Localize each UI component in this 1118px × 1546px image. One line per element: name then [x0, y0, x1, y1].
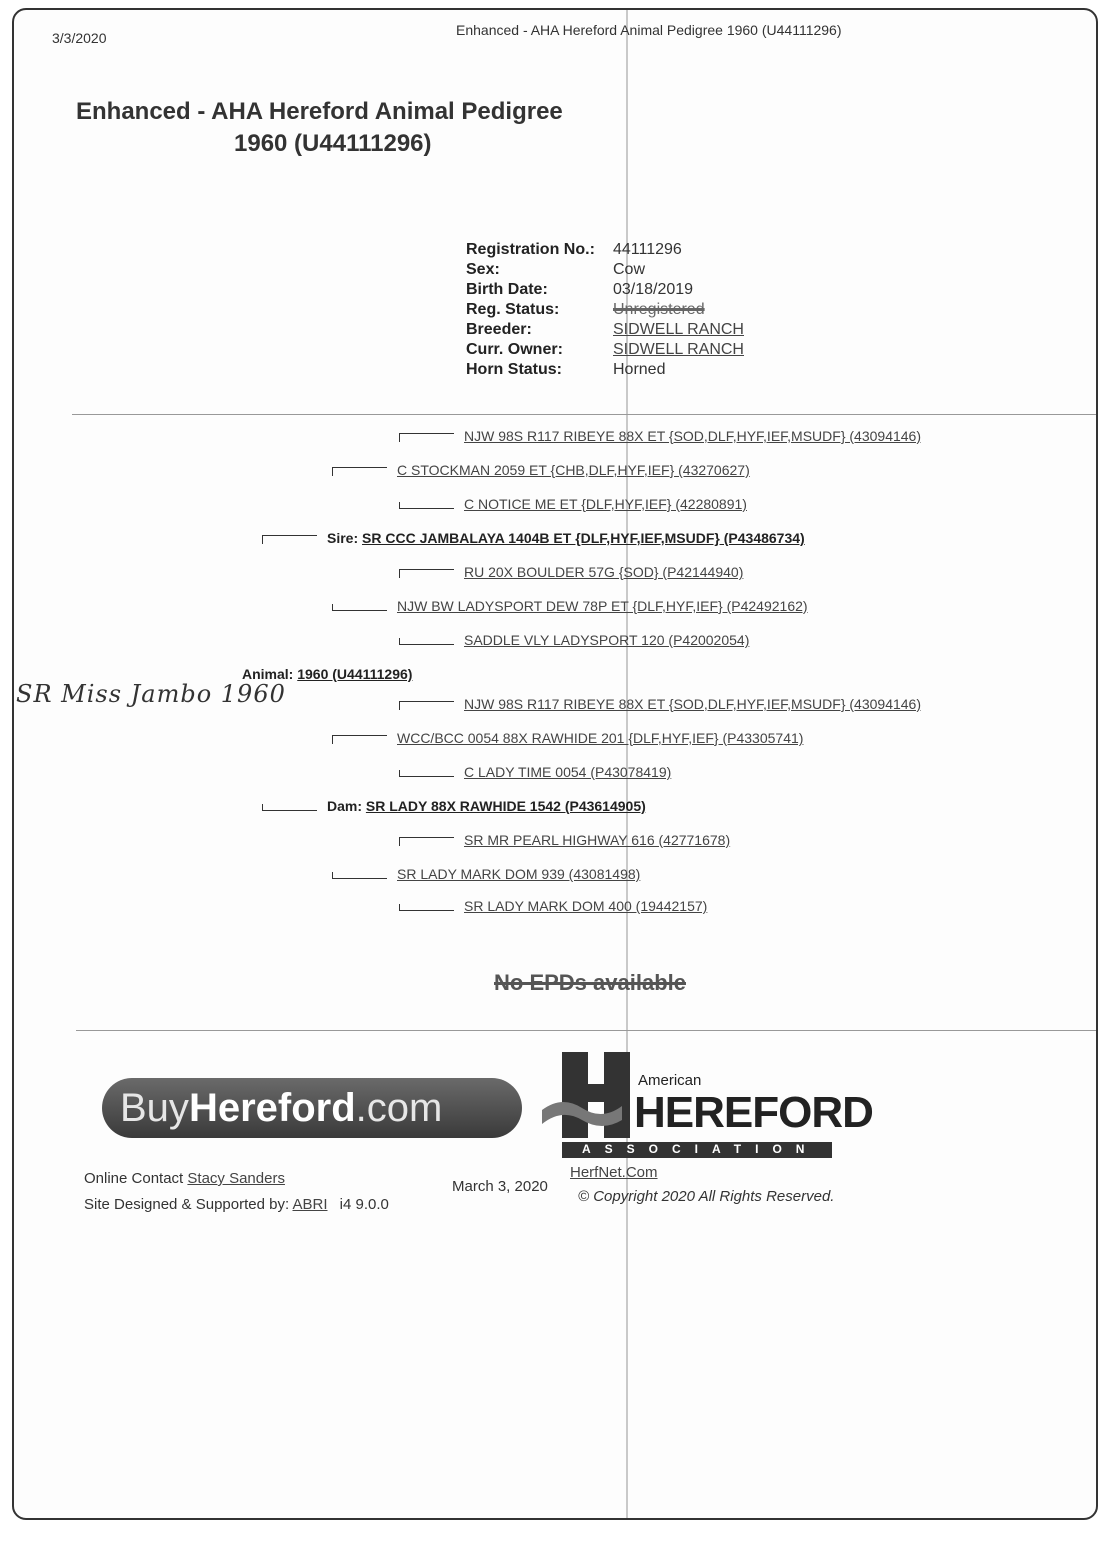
herfnet-link[interactable] — [570, 1164, 658, 1181]
sire-label: Sire: — [327, 530, 359, 546]
birth-date-value: 03/18/2019 — [613, 281, 694, 298]
connector — [332, 467, 387, 476]
aha-association: ASSOCIATION — [582, 1142, 819, 1156]
connector — [332, 604, 387, 611]
herfnet-text[interactable]: HerfNet.Com — [570, 1164, 658, 1181]
copyright: © Copyright 2020 All Rights Reserved. — [578, 1188, 835, 1205]
detail-row — [466, 340, 745, 360]
pedigree-dam-sire-dam — [399, 764, 671, 780]
detail-label: Sex: — [466, 261, 500, 278]
connector — [332, 735, 387, 744]
footer-date: March 3, 2020 — [452, 1178, 548, 1195]
detail-row — [466, 320, 745, 340]
pedigree-link[interactable]: SADDLE VLY LADYSPORT 120 (P42002054) — [464, 632, 750, 648]
pedigree-link[interactable]: WCC/BCC 0054 88X RAWHIDE 201 {DLF,HYF,IEF} (P43305741) — [397, 730, 804, 746]
designed-label: Site Designed & Supported by: — [84, 1196, 290, 1213]
detail-label: Reg. Status: — [466, 301, 560, 318]
pedigree-sire-sire — [332, 462, 750, 478]
detail-label: Curr. Owner: — [466, 341, 563, 358]
pedigree-link[interactable]: C LADY TIME 0054 (P43078419) — [464, 764, 672, 780]
pedigree-link[interactable]: SR LADY MARK DOM 939 (43081498) — [397, 866, 641, 882]
connector — [262, 535, 317, 544]
buyhereford-logo[interactable] — [102, 1078, 522, 1138]
pedigree-link[interactable]: C NOTICE ME ET {DLF,HYF,IEF} (42280891) — [464, 496, 747, 512]
handwritten-note: SR Miss Jambo 1960 — [16, 680, 286, 708]
pedigree-sire-dam — [332, 598, 808, 614]
pedigree-sire-dam-dam — [399, 632, 749, 648]
pedigree-dam-sire — [332, 730, 803, 746]
dam-link[interactable]: SR LADY 88X RAWHIDE 1542 (P43614905) — [365, 798, 646, 814]
detail-label: Registration No.: — [466, 241, 595, 258]
logo-text: Buy — [120, 1085, 189, 1130]
connector — [399, 701, 454, 710]
animal-details — [466, 240, 745, 380]
animal-link[interactable]: 1960 (U44111296) — [297, 666, 413, 682]
logo-text: Hereford — [188, 1085, 356, 1130]
page-title: Enhanced - AHA Hereford Animal Pedigree — [76, 98, 563, 125]
detail-row — [466, 300, 745, 320]
connector — [399, 837, 454, 846]
horn-status-value: Horned — [613, 361, 666, 378]
logo-text: .com — [355, 1085, 443, 1130]
print-date: 3/3/2020 — [52, 30, 107, 46]
contact-link[interactable]: Stacy Sanders — [187, 1170, 285, 1187]
detail-row — [466, 240, 745, 260]
pedigree-dam-dam-dam — [399, 898, 707, 914]
connector — [262, 804, 317, 811]
pedigree-link[interactable]: C STOCKMAN 2059 ET {CHB,DLF,HYF,IEF} (43270627) — [397, 462, 750, 478]
divider — [72, 414, 1096, 415]
reg-status-value: Unregistered — [613, 301, 705, 318]
pedigree-link[interactable]: NJW 98S R117 RIBEYE 88X ET {SOD,DLF,HYF,IEF,MSUDF} (43094146) — [464, 696, 921, 712]
animal-label: Animal: — [242, 666, 294, 682]
sire-link[interactable]: SR CCC JAMBALAYA 1404B ET {DLF,HYF,IEF,MSUDF} (P43486734) — [362, 530, 805, 546]
pedigree-dam — [262, 798, 646, 814]
pedigree-link[interactable]: RU 20X BOULDER 57G {SOD} (P42144940) — [464, 564, 744, 580]
detail-row — [466, 360, 745, 380]
detail-label: Breeder: — [466, 321, 532, 338]
pedigree-dam-dam — [332, 866, 640, 882]
aha-hereford: HEREFORD — [634, 1088, 873, 1137]
dam-label: Dam: — [327, 798, 363, 814]
connector — [399, 638, 454, 645]
pedigree-dam-sire-sire — [399, 696, 921, 712]
detail-row — [466, 260, 745, 280]
pedigree-sire — [262, 530, 805, 546]
owner-link[interactable]: SIDWELL RANCH — [613, 341, 744, 358]
connector — [399, 569, 454, 578]
connector — [399, 770, 454, 777]
pedigree-link[interactable]: SR LADY MARK DOM 400 (19442157) — [464, 898, 708, 914]
breeder-link[interactable]: SIDWELL RANCH — [613, 321, 744, 338]
detail-row — [466, 280, 745, 300]
pedigree-sire-sire-sire — [399, 428, 921, 444]
connector — [399, 433, 454, 442]
detail-label: Horn Status: — [466, 361, 562, 378]
pedigree-dam-dam-sire — [399, 832, 730, 848]
connector — [399, 904, 454, 911]
aha-logo[interactable] — [542, 1040, 873, 1160]
pedigree-sire-dam-sire — [399, 564, 743, 580]
epd-note: No EPDs available — [494, 970, 686, 995]
page-subtitle: 1960 (U44111296) — [234, 130, 432, 157]
sex-value: Cow — [613, 261, 646, 278]
pedigree-link[interactable]: NJW 98S R117 RIBEYE 88X ET {SOD,DLF,HYF,IEF,MSUDF} (43094146) — [464, 428, 921, 444]
site-credits — [84, 1196, 389, 1213]
pedigree-sheet — [12, 8, 1098, 1520]
pedigree-link[interactable]: NJW BW LADYSPORT DEW 78P ET {DLF,HYF,IEF} (P42492162) — [397, 598, 808, 614]
connector — [332, 872, 387, 879]
designer-link[interactable]: ABRI — [292, 1196, 328, 1213]
print-header-title: Enhanced - AHA Hereford Animal Pedigree 1960 (U44111296) — [456, 22, 842, 38]
online-contact — [84, 1170, 285, 1187]
registration-number: 44111296 — [613, 241, 682, 258]
divider — [76, 1030, 1096, 1031]
aha-american: American — [638, 1072, 702, 1089]
pedigree-link[interactable]: SR MR PEARL HIGHWAY 616 (42771678) — [464, 832, 731, 848]
connector — [399, 502, 454, 509]
pedigree-sire-sire-dam — [399, 496, 747, 512]
version: i4 9.0.0 — [339, 1196, 389, 1213]
contact-label: Online Contact — [84, 1170, 184, 1187]
detail-label: Birth Date: — [466, 281, 548, 298]
